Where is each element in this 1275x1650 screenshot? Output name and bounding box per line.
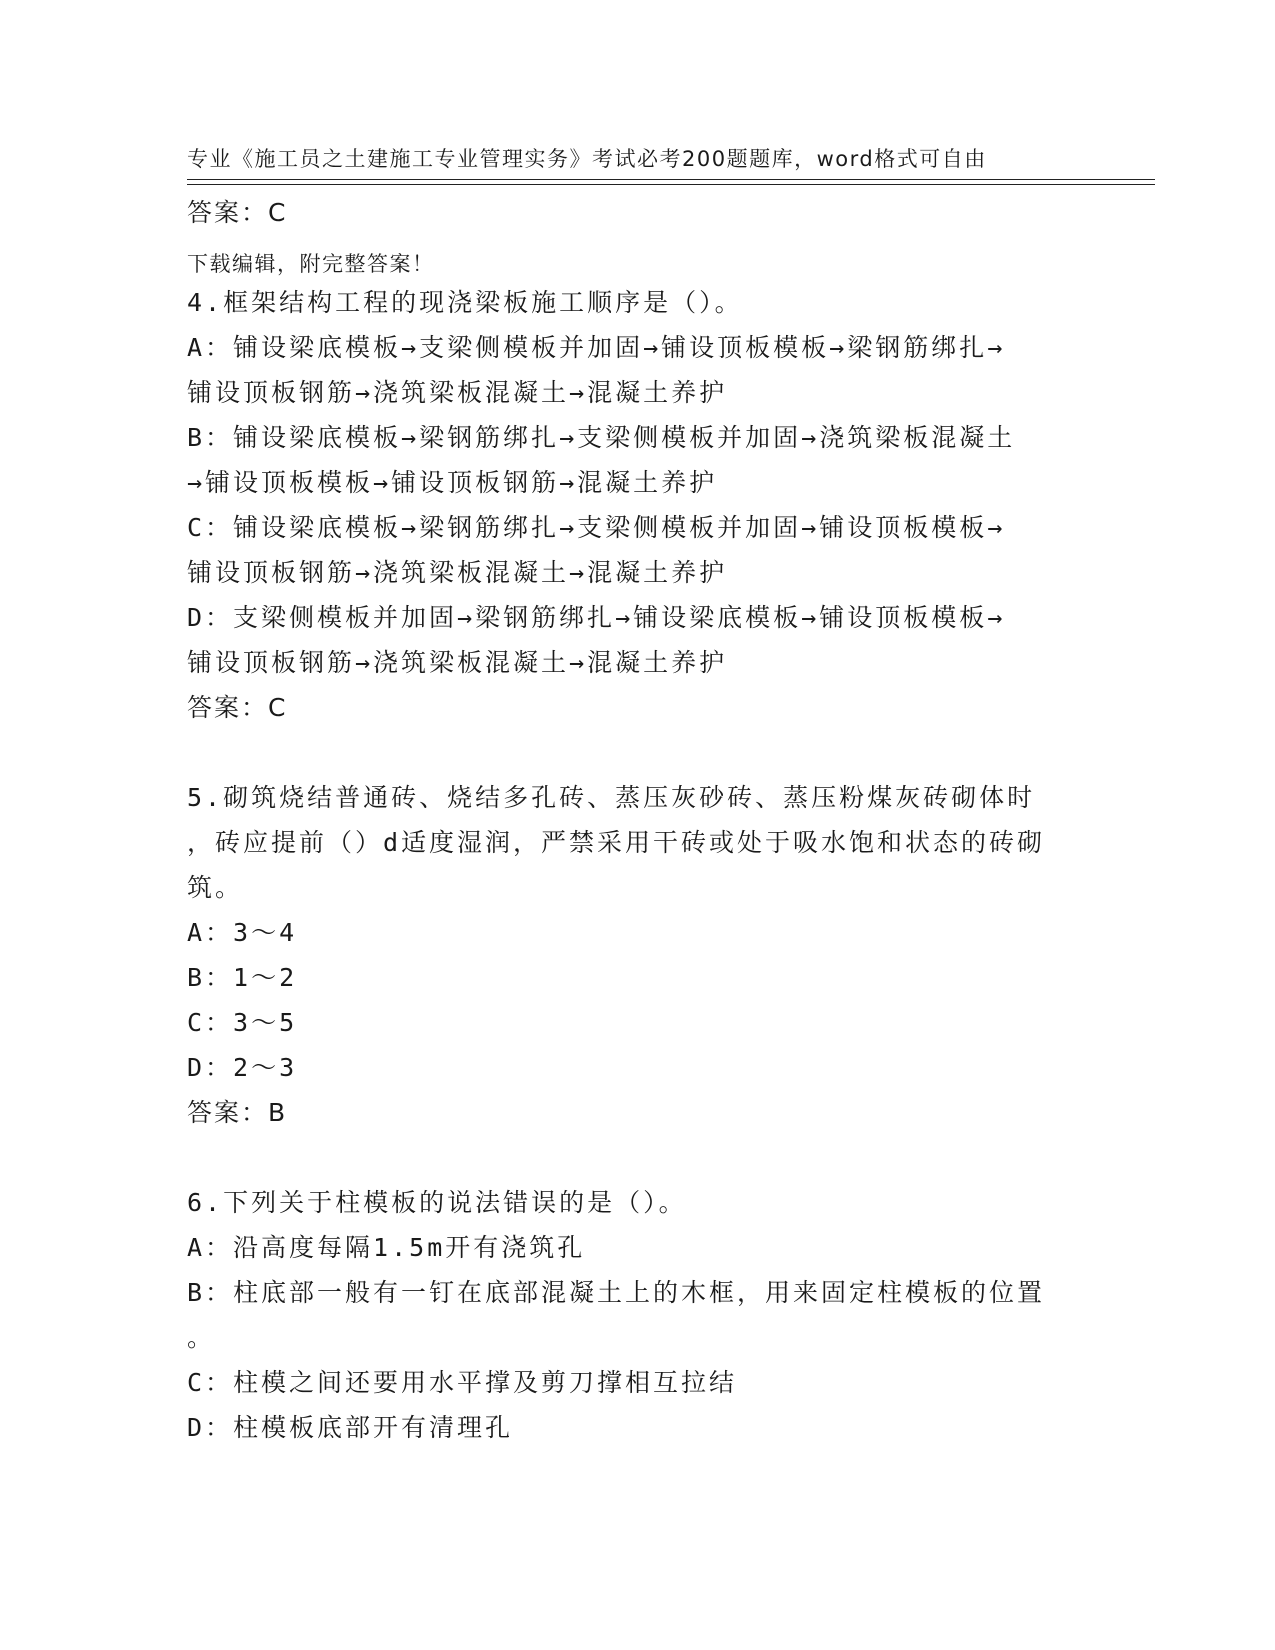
option-b <box>187 415 1087 505</box>
option-text: D：支梁侧模板并加固→梁钢筋绑扎→铺设梁底模板→铺设顶板模板→ <box>187 603 1006 632</box>
header-rule-upper <box>187 179 1155 180</box>
answer-q5: 答案：B <box>187 1098 288 1127</box>
option-a <box>187 325 1087 415</box>
option-c: C：3～5 <box>187 1008 298 1037</box>
option-a: A：3～4 <box>187 918 298 947</box>
option-c: C：柱模之间还要用水平撑及剪刀撑相互拉结 <box>187 1368 738 1397</box>
header-line-1: 专业《施工员之土建施工专业管理实务》考试必考200题题库，word格式可自由 <box>187 147 987 171</box>
option-text: 。 <box>187 1323 216 1352</box>
option-text: A：铺设梁底模板→支梁侧模板并加固→铺设顶板模板→梁钢筋绑扎→ <box>187 333 1006 362</box>
option-text: B：铺设梁底模板→梁钢筋绑扎→支梁侧模板并加固→浇筑梁板混凝土 <box>187 423 1016 452</box>
spacer <box>187 1135 1087 1180</box>
header-line-2: 下载编辑，附完整答案！ <box>187 252 435 276</box>
option-text: C：铺设梁底模板→梁钢筋绑扎→支梁侧模板并加固→铺设顶板模板→ <box>187 513 1006 542</box>
question-stem: ，砖应提前（）d适度湿润，严禁采用干砖或处于吸水饱和状态的砖砌 <box>187 828 1046 857</box>
option-a: A：沿高度每隔1.5m开有浇筑孔 <box>187 1233 586 1262</box>
option-text: →铺设顶板模板→铺设顶板钢筋→混凝土养护 <box>187 468 718 497</box>
option-text: 铺设顶板钢筋→浇筑梁板混凝土→混凝土养护 <box>187 558 728 587</box>
option-b <box>187 1270 1087 1360</box>
question-6 <box>187 1180 1087 1450</box>
question-stem: 4.框架结构工程的现浇梁板施工顺序是（）。 <box>187 288 743 317</box>
answer-q4: 答案：C <box>187 693 288 722</box>
option-c <box>187 505 1087 595</box>
question-4 <box>187 280 1087 730</box>
question-stem: 筑。 <box>187 873 244 902</box>
option-d: D：柱模板底部开有清理孔 <box>187 1413 514 1442</box>
option-text: 铺设顶板钢筋→浇筑梁板混凝土→混凝土养护 <box>187 648 728 677</box>
option-b: B：1～2 <box>187 963 298 992</box>
question-content <box>187 190 1087 1450</box>
question-stem: 6.下列关于柱模板的说法错误的是（）。 <box>187 1188 687 1217</box>
question-5 <box>187 775 1087 1135</box>
answer-q3: 答案：C <box>187 198 288 227</box>
option-d: D：2～3 <box>187 1053 298 1082</box>
option-d <box>187 595 1087 685</box>
spacer <box>187 730 1087 775</box>
header-rule-lower <box>187 184 1155 185</box>
option-text: B：柱底部一般有一钉在底部混凝土上的木框，用来固定柱模板的位置 <box>187 1278 1046 1307</box>
question-stem: 5.砌筑烧结普通砖、烧结多孔砖、蒸压灰砂砖、蒸压粉煤灰砖砌体时 <box>187 783 1036 812</box>
spacer <box>187 235 1087 280</box>
option-text: 铺设顶板钢筋→浇筑梁板混凝土→混凝土养护 <box>187 378 728 407</box>
